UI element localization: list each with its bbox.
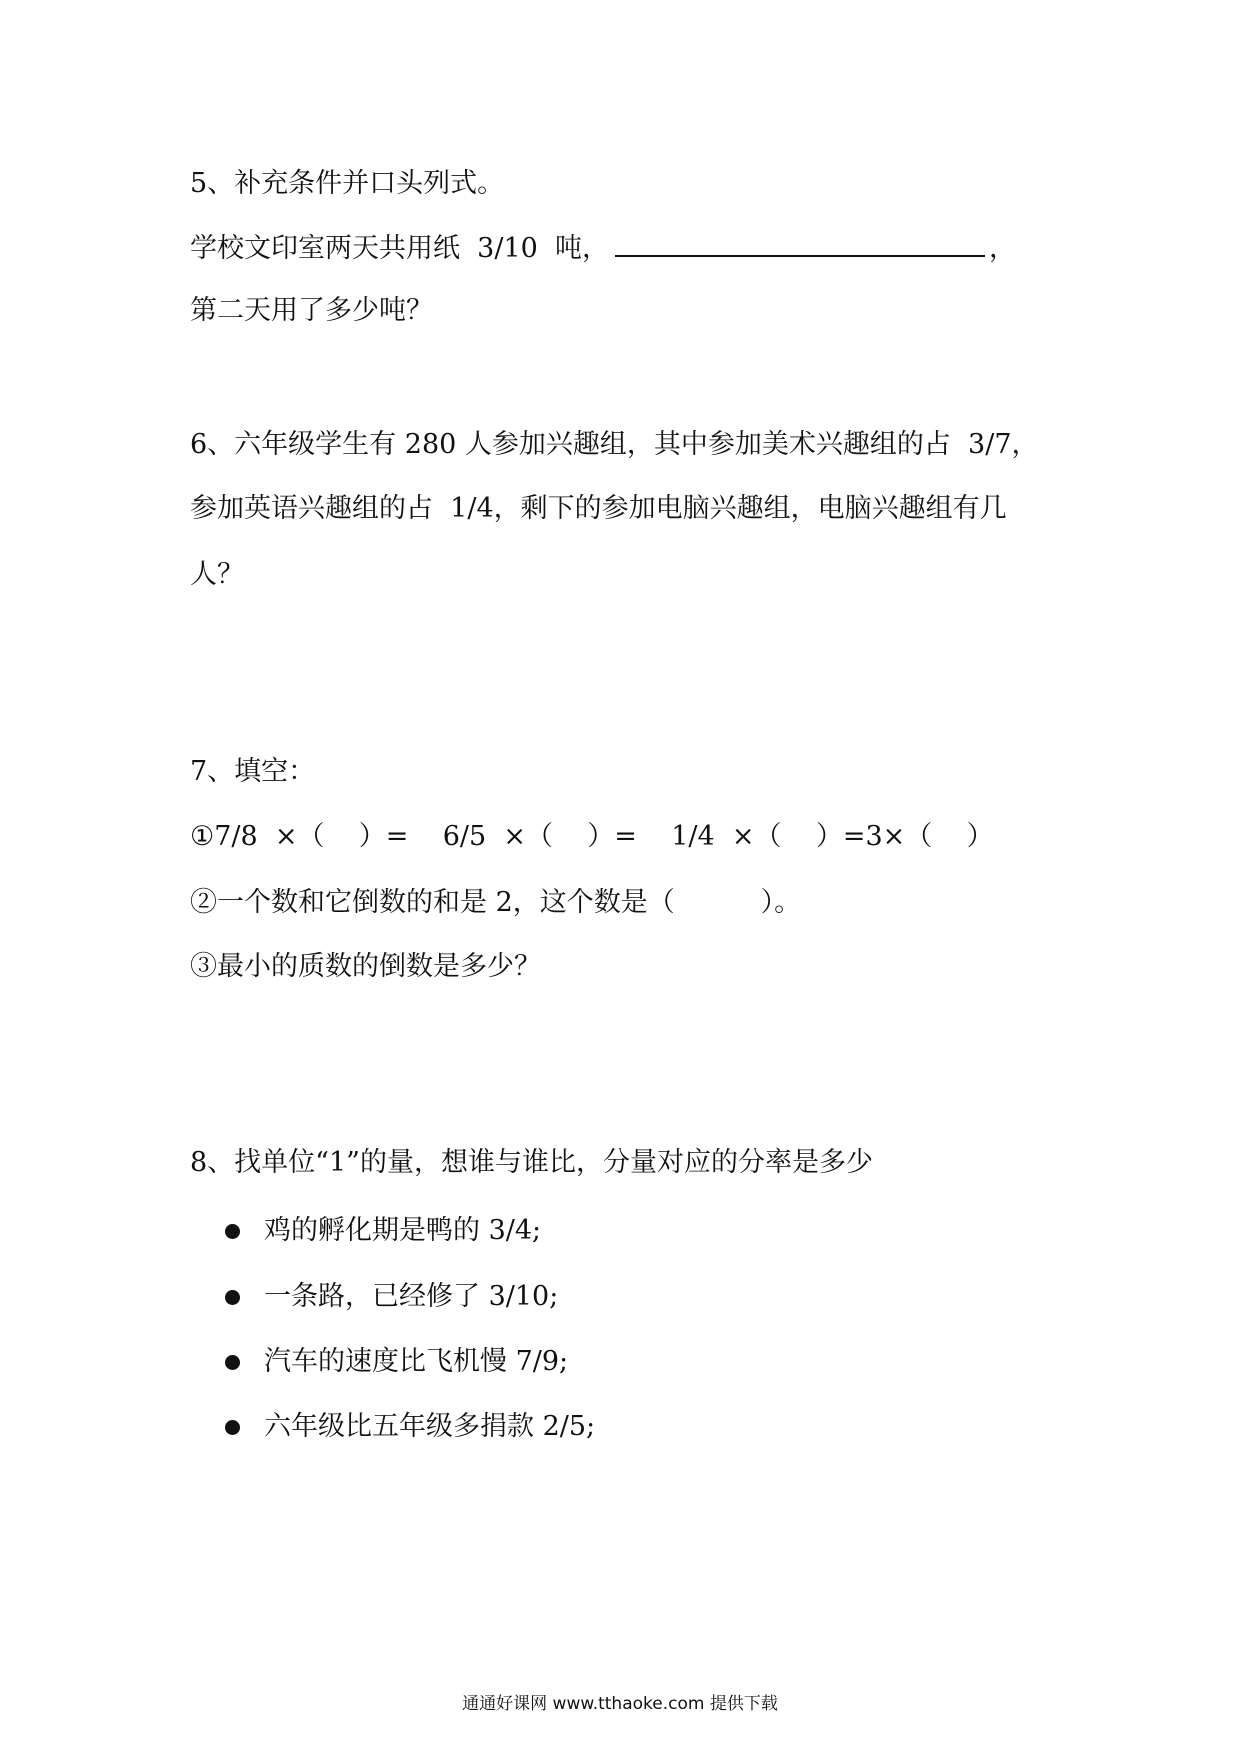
bullet-icon <box>225 1355 240 1370</box>
q5-line2: 第二天用了多少吨？ <box>190 295 433 326</box>
q8-bullet-text: 一条路，已经修了 3/10; <box>264 1281 559 1312</box>
q8-bullet-item <box>225 1213 541 1249</box>
q5-line1 <box>190 229 1016 267</box>
q5-line1-text: 学校文印室两天共用纸 3/10 吨， <box>190 233 609 264</box>
q8-bullet-item <box>225 1279 558 1315</box>
q8-title: 8、找单位“1”的量，想谁与谁比，分量对应的分率是多少 <box>190 1147 873 1178</box>
bullet-icon <box>225 1224 240 1239</box>
q5-answer-blank[interactable] <box>615 229 985 257</box>
q8-bullet-text: 汽车的速度比飞机慢 7/9; <box>264 1346 569 1377</box>
q7-title: 7、填空： <box>190 756 316 787</box>
page-footer: 通通好课网 www.tthaoke.com 提供下载 <box>462 1694 778 1714</box>
q8-bullet-item <box>225 1344 568 1380</box>
q7-item1: ①7/8 ×（ ）= 6/5 ×（ ）= 1/4 ×（ ）=3×（ ） <box>190 821 994 852</box>
q8-bullet-item <box>225 1409 595 1445</box>
q8-bullet-text: 六年级比五年级多捐款 2/5; <box>264 1411 596 1442</box>
q7-item2: ②一个数和它倒数的和是 2，这个数是（ ）。 <box>190 887 802 918</box>
q6-line2: 参加英语兴趣组的占 1/4，剩下的参加电脑兴趣组，电脑兴趣组有几 <box>190 493 1007 524</box>
q8-bullet-text: 鸡的孵化期是鸭的 3/4; <box>264 1215 542 1246</box>
q6-line3: 人？ <box>190 559 244 590</box>
q5-title: 5、补充条件并口头列式。 <box>190 168 505 199</box>
q5-line1-comma: ， <box>988 233 1016 264</box>
bullet-icon <box>225 1420 240 1435</box>
q7-item3: ③最小的质数的倒数是多少？ <box>190 951 541 982</box>
q6-line1: 6、六年级学生有 280 人参加兴趣组，其中参加美术兴趣组的占 3/7， <box>190 429 1039 460</box>
bullet-icon <box>225 1290 240 1305</box>
